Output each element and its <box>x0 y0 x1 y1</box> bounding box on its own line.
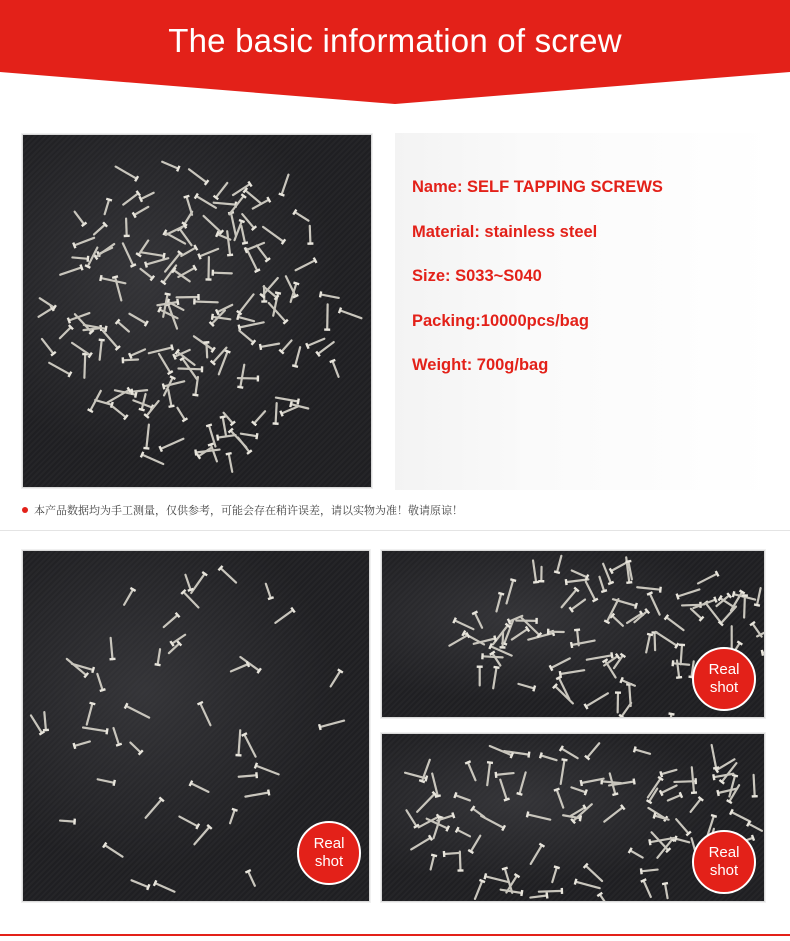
gallery-photo-left <box>22 550 370 902</box>
note-bullet-icon <box>22 507 28 513</box>
header-banner <box>0 0 790 108</box>
info-material: Material: stainless steel <box>412 223 598 241</box>
badge-line2: shot <box>709 862 739 879</box>
info-name: Name: SELF TAPPING SCREWS <box>412 178 663 196</box>
footer-line <box>0 934 790 936</box>
info-weight: Weight: 700g/bag <box>412 356 549 374</box>
gallery-photo-bottom-right <box>381 733 765 902</box>
page-title: The basic information of screw <box>168 22 622 59</box>
measurement-note: 本产品数据均为手工测量，仅供参考，可能会存在稍许误差，请以实物为准！敬请原谅！ <box>34 505 463 517</box>
info-panel <box>395 133 775 490</box>
gallery-photo-top-right <box>381 550 765 718</box>
product-photo-main <box>22 134 372 488</box>
real-shot-badge <box>692 647 756 711</box>
info-packing: Packing:10000pcs/bag <box>412 312 590 330</box>
badge-line2: shot <box>709 679 739 696</box>
section-divider <box>0 530 790 531</box>
real-shot-badge <box>692 830 756 894</box>
badge-line1: Real <box>313 835 345 852</box>
badge-line2: shot <box>314 853 344 870</box>
info-size: Size: S033~S040 <box>412 267 542 285</box>
screws-illustration <box>23 135 372 488</box>
badge-line1: Real <box>708 661 740 678</box>
real-shot-badge <box>297 821 361 885</box>
badge-line1: Real <box>708 844 740 861</box>
